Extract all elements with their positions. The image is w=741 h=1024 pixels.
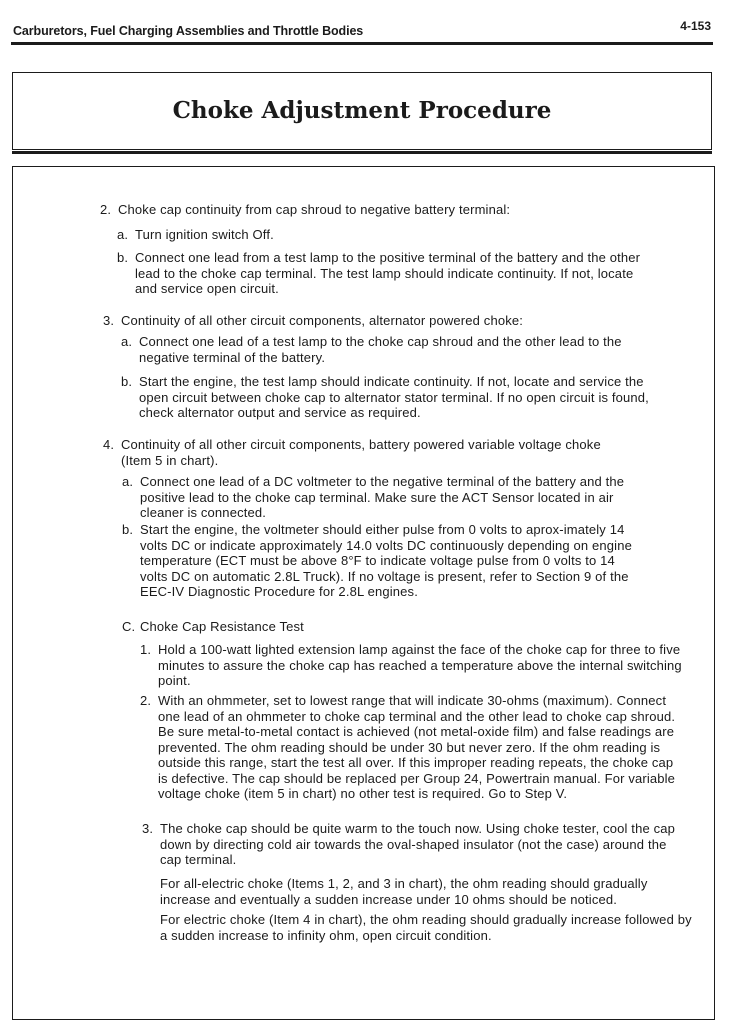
step-2 bbox=[100, 202, 638, 218]
step-2b bbox=[117, 250, 655, 297]
step-text: With an ohmmeter, set to lowest range that will indicate 30-ohms (maximum). Connect one lead of an ohmmeter to choke cap terminal and the other lead to choke cap shroud. Be sure metal-to-metal contact is achieved (not metal-oxide film) and false readings are prevented. The ohm reading should be under 30 but never zero. If the ohm reading is outside this range, start the test all over. If this improper reading repeats, the choke cap is defective. The cap should be replaced per Group 24, Powertrain manual. For variable voltage choke (item 5 in chart) no other test is required. Go to Step V. bbox=[158, 693, 676, 801]
step-text: Start the engine, the test lamp should indicate continuity. If not, locate and service the open circuit between choke cap to alternator stator terminal. If no open circuit is found, check alternator output and service as required. bbox=[139, 374, 649, 420]
step-text: Connect one lead of a test lamp to the choke cap shroud and the other lead to the negative terminal of the battery. bbox=[139, 334, 622, 365]
step-text: Connect one lead of a DC voltmeter to the negative terminal of the battery and the positive lead to the choke cap terminal. Make sure the ACT Sensor located in air cleaner is connected. bbox=[140, 474, 625, 520]
step-c2 bbox=[140, 693, 680, 802]
step-text: Connect one lead from a test lamp to the positive terminal of the battery and the other lead to the choke cap terminal. The test lamp should indicate continuity. If not, locate and service open circuit. bbox=[135, 250, 641, 296]
step-text: The choke cap should be quite warm to the touch now. Using choke tester, cool the cap down by directing cold air towards the oval-shaped insulator (not the case) around the cap terminal. bbox=[160, 821, 675, 867]
page-number: 4-153 bbox=[680, 19, 711, 33]
step-number: 2. bbox=[140, 693, 152, 708]
step-c1 bbox=[140, 642, 683, 689]
step-c3 bbox=[142, 821, 685, 868]
step-4 bbox=[103, 437, 621, 468]
step-number: 1. bbox=[140, 642, 152, 657]
step-4b bbox=[122, 522, 640, 600]
step-text: Turn ignition switch Off. bbox=[135, 227, 274, 242]
step-text: Choke cap continuity from cap shroud to negative battery terminal: bbox=[118, 202, 511, 217]
note-electric-choke: For electric choke (Item 4 in chart), the ohm reading should gradually increase followed by a sudden increase to infinity ohm, open circuit condition. bbox=[160, 912, 692, 943]
page-header-title: Carburetors, Fuel Charging Assemblies and Throttle Bodies bbox=[13, 24, 364, 38]
step-letter: a. bbox=[117, 227, 129, 242]
header-rule bbox=[11, 42, 713, 45]
title-box-underline bbox=[12, 151, 712, 154]
step-letter: b. bbox=[122, 522, 134, 537]
step-3a bbox=[121, 334, 629, 365]
section-heading-text: Choke Cap Resistance Test bbox=[140, 619, 304, 634]
step-letter: a. bbox=[122, 474, 134, 489]
step-number: 2. bbox=[100, 202, 112, 217]
title-box bbox=[12, 72, 712, 150]
step-text: Continuity of all other circuit components, alternator powered choke: bbox=[121, 313, 523, 328]
step-letter: b. bbox=[117, 250, 129, 265]
step-text: Start the engine, the voltmeter should either pulse from 0 volts to aprox-imately 14 volts DC or indicate approximately 14.0 volts DC continuously depending on engine temperature (ECT must be above 8°F to indicate voltage pulse from 0 volts to 14 volts DC on automatic 2.8L Truck). If no voltage is present, refer to Section 9 of the EEC-IV Diagnostic Procedure for 2.8L engines. bbox=[140, 522, 632, 599]
step-4a bbox=[122, 474, 635, 521]
step-letter: a. bbox=[121, 334, 133, 349]
step-2a bbox=[117, 227, 635, 243]
step-number: 3. bbox=[103, 313, 115, 328]
section-c-heading bbox=[122, 619, 540, 635]
step-number: 3. bbox=[142, 821, 154, 836]
step-number: 4. bbox=[103, 437, 115, 452]
step-text: Hold a 100-watt lighted extension lamp against the face of the choke cap for three to five minutes to assure the choke cap has reached a temperature above the internal switching point. bbox=[158, 642, 682, 688]
page-title: Choke Adjustment Procedure bbox=[172, 97, 552, 124]
step-3 bbox=[103, 313, 641, 329]
step-3b bbox=[121, 374, 654, 421]
step-letter: b. bbox=[121, 374, 133, 389]
note-all-electric-choke: For all-electric choke (Items 1, 2, and 3 in chart), the ohm reading should gradually increase and eventually a sudden increase under 10 ohms should be noticed. bbox=[160, 876, 648, 907]
step-text: Continuity of all other circuit components, battery powered variable voltage choke (Item 5 in chart). bbox=[121, 437, 601, 468]
section-letter: C. bbox=[122, 619, 136, 634]
